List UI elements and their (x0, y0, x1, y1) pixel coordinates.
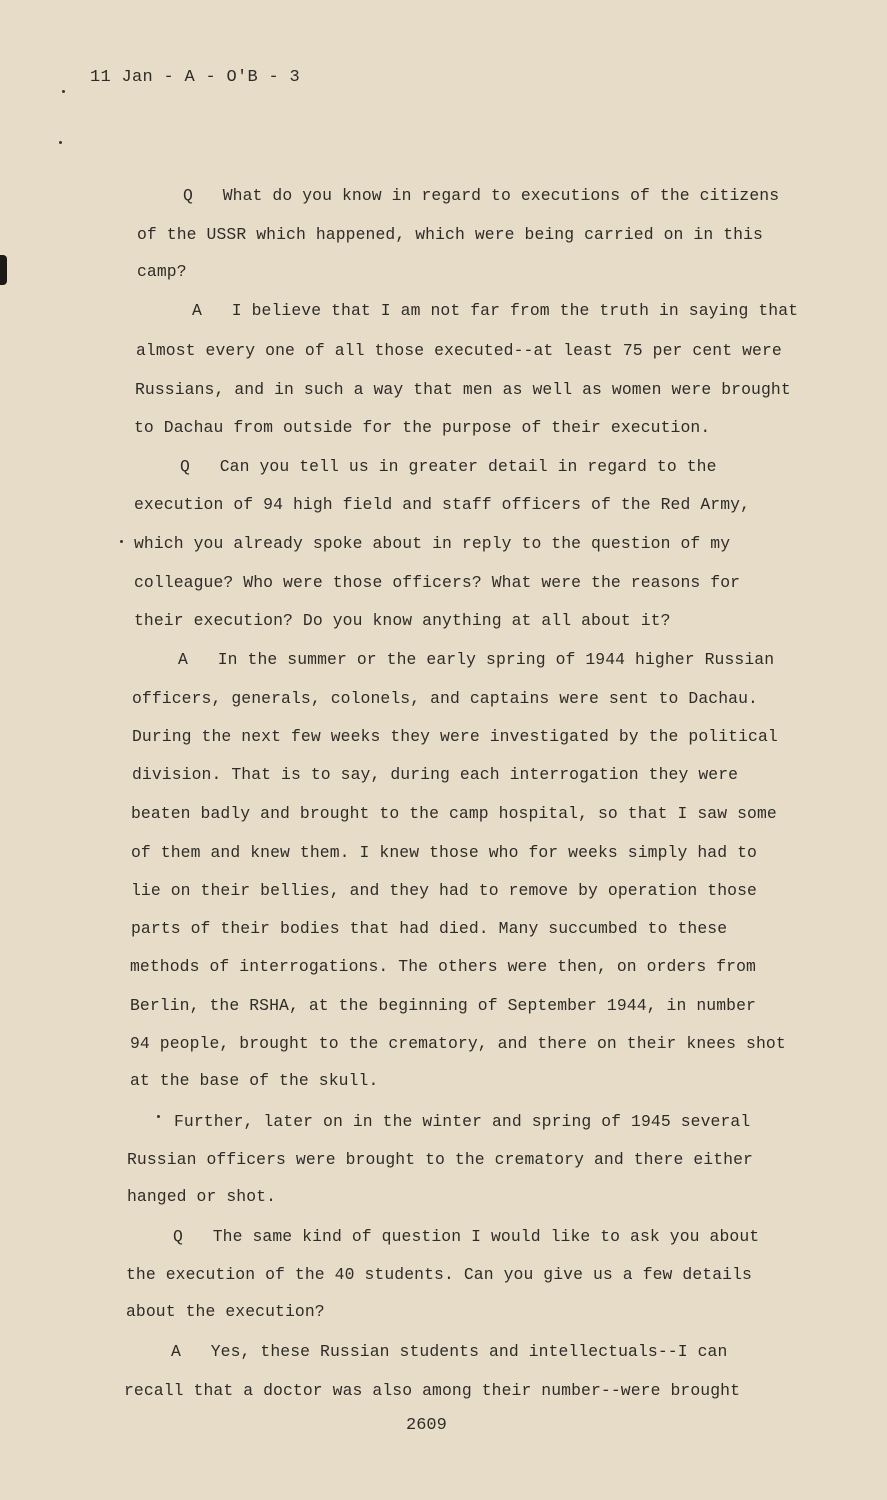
paper-speck (157, 1115, 160, 1118)
paper-speck (62, 90, 65, 93)
text-line: to Dachau from outside for the purpose of their execution. (134, 418, 711, 437)
text-line: colleague? Who were those officers? What were the reasons for (134, 573, 741, 592)
text-line: beaten badly and brought to the camp hospital, so that I saw some (131, 804, 777, 823)
text-line: Russian officers were brought to the crematory and there either (127, 1150, 753, 1169)
text-line: A In the summer or the early spring of 1944 higher Russian (178, 650, 775, 669)
text-line: officers, generals, colonels, and captains were sent to Dachau. (132, 689, 758, 708)
binding-mark (0, 255, 7, 285)
text-line: of them and knew them. I knew those who for weeks simply had to (131, 843, 757, 862)
paper-speck (59, 141, 62, 144)
text-line: lie on their bellies, and they had to remove by operation those (131, 881, 757, 900)
page-header: 11 Jan - A - O'B - 3 (90, 68, 301, 87)
paper-speck (120, 540, 123, 543)
text-line: Q Can you tell us in greater detail in regard to the (180, 457, 717, 476)
text-line: 94 people, brought to the crematory, and there on their knees shot (130, 1034, 786, 1053)
text-line: hanged or shot. (127, 1187, 277, 1206)
text-line: A Yes, these Russian students and intellectuals--I can (171, 1342, 728, 1361)
text-line: Q What do you know in regard to executions of the citizens (183, 186, 780, 205)
text-line: Russians, and in such a way that men as well as women were brought (135, 380, 791, 399)
text-line: their execution? Do you know anything at all about it? (134, 611, 671, 630)
text-line: Q The same kind of question I would like to ask you about (173, 1227, 760, 1246)
text-line: of the USSR which happened, which were being carried on in this (137, 225, 763, 244)
text-line: the execution of the 40 students. Can you give us a few details (126, 1265, 752, 1284)
text-line: camp? (137, 262, 187, 281)
text-line: recall that a doctor was also among their number--were brought (124, 1381, 741, 1400)
text-line: Further, later on in the winter and spring of 1945 several (174, 1112, 751, 1131)
text-line: which you already spoke about in reply to the question of my (134, 534, 731, 553)
text-line: During the next few weeks they were investigated by the political (132, 727, 778, 746)
text-line: at the base of the skull. (130, 1071, 379, 1090)
text-line: parts of their bodies that had died. Many succumbed to these (131, 919, 728, 938)
page-number: 2609 (406, 1416, 447, 1435)
text-line: division. That is to say, during each interrogation they were (132, 765, 739, 784)
text-line: A I believe that I am not far from the truth in saying that (192, 301, 799, 320)
text-line: Berlin, the RSHA, at the beginning of September 1944, in number (130, 996, 756, 1015)
text-line: almost every one of all those executed--at least 75 per cent were (136, 341, 782, 360)
text-line: execution of 94 high field and staff officers of the Red Army, (134, 495, 751, 514)
text-line: methods of interrogations. The others were then, on orders from (130, 957, 756, 976)
text-line: about the execution? (126, 1302, 325, 1321)
